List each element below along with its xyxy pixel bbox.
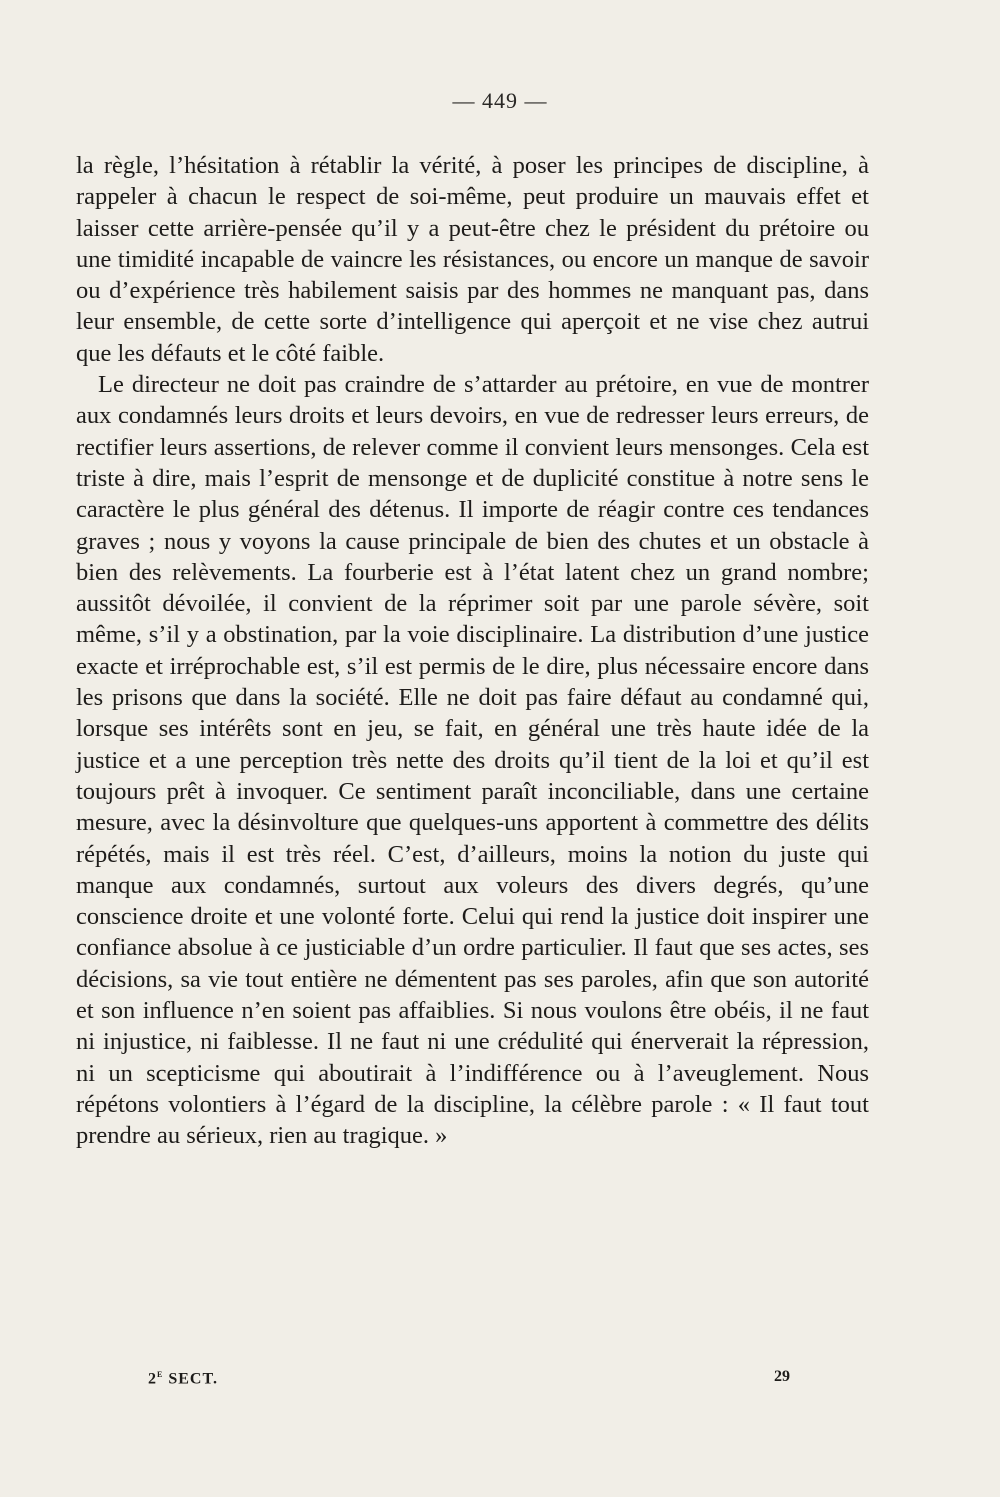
signature-mark — [148, 1368, 218, 1388]
sheet-number: 29 — [774, 1368, 790, 1385]
signature-suffix: e — [157, 1368, 164, 1380]
page-number: — 449 — — [452, 88, 548, 113]
signature-number: 2 — [148, 1370, 157, 1388]
body-text — [76, 150, 869, 1152]
signature-label: SECT. — [168, 1370, 218, 1388]
paragraph-directeur: Le directeur ne doit pas craindre de s’attarder au prétoire, en vue de montrer aux condamnés leurs droits et leurs devoirs, en vue de redresser leurs erreurs, de rectifier leurs assertions, de relever comme il convient leurs mensonges. Cela est triste à dire, mais l’esprit de mensonge et de duplicité constitue à notre sens le caractère le plus général des détenus. Il importe de réagir contre ces tendances graves ; nous y voyons la cause principale de bien des chutes et un obstacle à bien des relèvements. La fourberie est à l’état latent chez un grand nombre; aussitôt dévoilée, il convient de la réprimer soit par une parole sévère, soit même, s’il y a obstination, par la voie disciplinaire. La distribution d’une justice exacte et irréprochable est, s’il est permis de le dire, plus nécessaire encore dans les prisons que dans la société. Elle ne doit pas faire défaut au condamné qui, lorsque ses intérêts sont en jeu, se fait, en général une très haute idée de la justice et a une perception très nette des droits qu’il tient de la loi et qu’il est toujours prêt à invoquer. Ce sentiment paraît inconciliable, dans une certaine mesure, avec la désinvolture que quelques-uns apportent à commettre des délits répétés, mais il est très réel. C’est, d’ailleurs, moins la notion du juste qui manque aux condamnés, surtout aux voleurs des divers degrés, qu’une conscience droite et une volonté forte. Celui qui rend la justice doit inspirer une confiance absolue à ce justiciable d’un ordre particulier. Il faut que ses actes, ses décisions, sa vie tout entière ne démentent pas ses paroles, afin que son autorité et son influence n’en soient pas affaiblies. Si nous voulons être obéis, il ne faut ni injustice, ni faiblesse. Il ne faut ni une crédulité qui énerverait la répression, ni un scepticisme qui aboutirait à l’indifférence ou à l’aveuglement. Nous répétons volontiers à l’égard de la discipline, la célèbre parole : « Il faut tout prendre au sérieux, rien au tragique. » — [76, 371, 869, 1150]
paragraph-continuation: la règle, l’hésitation à rétablir la vérité, à poser les principes de discipline, à rappeler à chacun le respect de soi-même, peut produire un mauvais effet et laisser cette arrière-pensée qu’il y a peut-être chez le président du prétoire ou une timidité incapable de vaincre les résistances, ou encore un manque de savoir ou d’expérience très habilement saisis par des hommes ne manquant pas, dans leur ensemble, de cette sorte d’intelligence qui aperçoit et ne vise chez autrui que les défauts et le côté faible. — [76, 152, 869, 367]
